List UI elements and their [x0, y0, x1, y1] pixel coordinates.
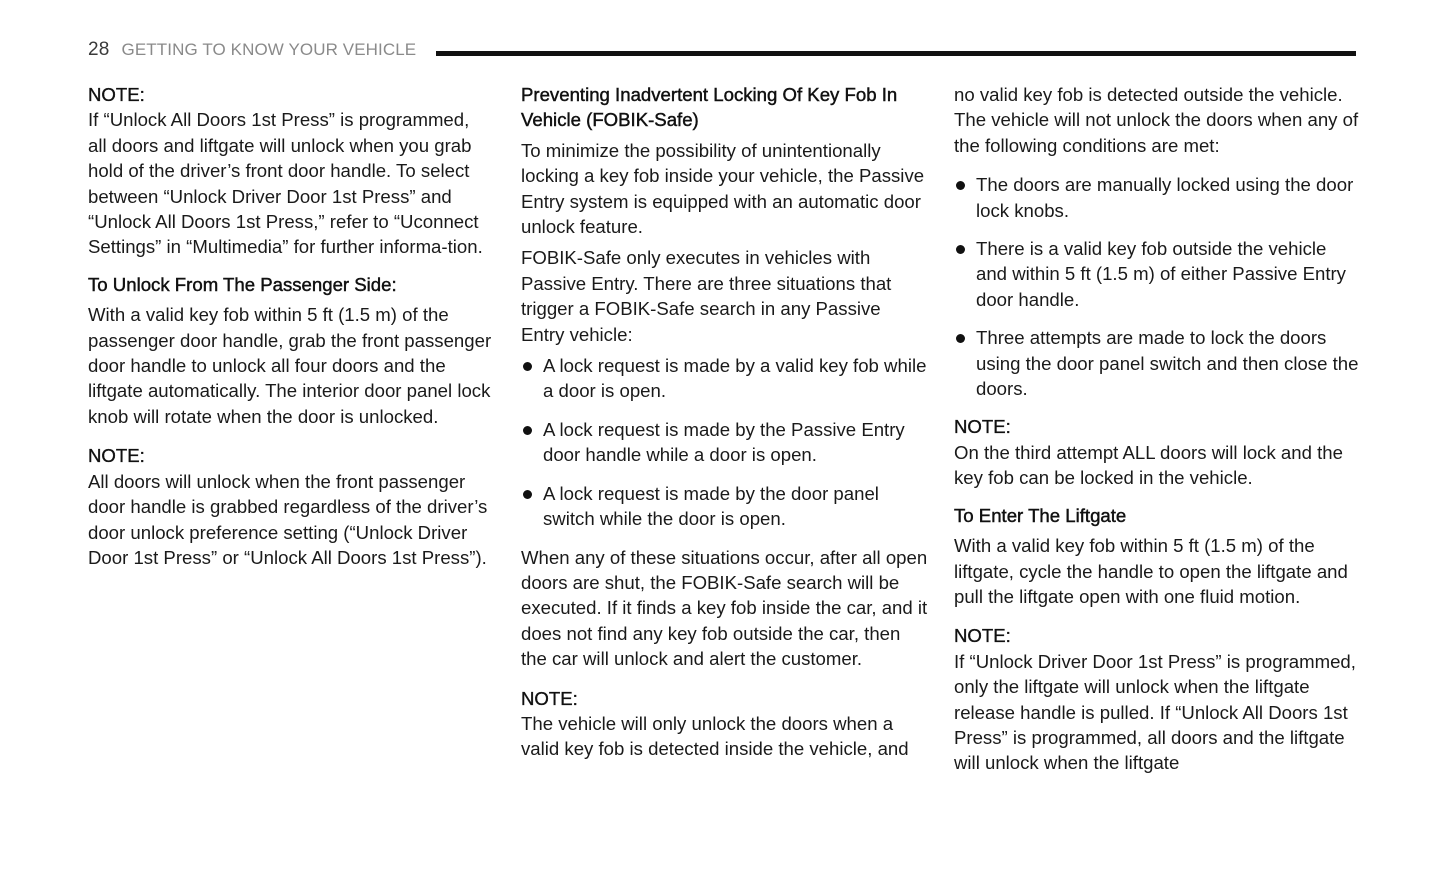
note-text: All doors will unlock when the front passenger door handle is grabbed regardless of the driver’s door unlock preference setting (“Unlock Driver Door 1st Press” or “Unlock All Doors 1st Press”).: [88, 470, 488, 568]
page-number: 28: [88, 39, 110, 60]
heading-enter-liftgate: To Enter The Liftgate: [954, 504, 1127, 526]
list-item: [954, 172, 1359, 223]
bullet-list: [954, 172, 1359, 401]
paragraph: When any of these situations occur, after all open doors are shut, the FOBIK-Safe search will be executed. If it finds a key fob inside the car, and it does not find any key fob outside the car, then the car will unlock and alert the customer.: [521, 546, 928, 670]
note-label: NOTE:: [954, 416, 1011, 438]
list-item-text: A lock request is made by the Passive Entry door handle while a door is open.: [543, 418, 905, 466]
note-label: NOTE:: [521, 687, 578, 709]
column-3: [954, 82, 1359, 786]
list-item-text: There is a valid key fob outside the vehicle and within 5 ft (1.5 m) of either Passive Entry door handle.: [976, 238, 1346, 310]
list-item-text: Three attempts are made to lock the doors using the door panel switch and then close the doors.: [976, 327, 1359, 400]
list-item: [521, 481, 929, 532]
bullet-icon: [956, 181, 965, 190]
list-item-text: A lock request is made by a valid key fob while a door is open.: [543, 355, 927, 402]
note-text: If “Unlock All Doors 1st Press” is programmed, all doors and liftgate will unlock when you grab hold of the driver’s front door handle. To select between “Unlock Driver Door 1st Press” and “Unlock All Doors 1st Press,” refer to “Uconnect Settings” in “Multimedia” for further informa-tion.: [88, 109, 483, 258]
bullet-icon: [523, 426, 532, 435]
paragraph: no valid key fob is detected outside the vehicle. The vehicle will not unlock the doors when any of the following conditions are met:: [954, 84, 1359, 156]
paragraph: With a valid key fob within 5 ft (1.5 m) of the liftgate, cycle the handle to open the liftgate and pull the liftgate open with one fluid motion.: [954, 535, 1348, 607]
bullet-icon: [523, 362, 532, 371]
note-text: The vehicle will only unlock the doors when a valid key fob is detected inside the vehicle, and: [521, 712, 909, 760]
list-item: [954, 236, 1359, 312]
paragraph: With a valid key fob within 5 ft (1.5 m) of the passenger door handle, grab the front passenger door handle to unlock all four doors and the liftgate automatically. The interior door panel lock knob will rotate when the door is unlocked.: [88, 304, 492, 427]
section-title: GETTING TO KNOW YOUR VEHICLE: [121, 40, 417, 59]
page-header: [88, 38, 1356, 62]
note-text: If “Unlock Driver Door 1st Press” is programmed, only the liftgate will unlock when the liftgate release handle is pulled. If “Unlock All Doors 1st Press” is programmed, all doors and the liftgate will unlock when the liftgate: [954, 650, 1356, 774]
note-label: NOTE:: [954, 625, 1011, 647]
bullet-icon: [956, 334, 965, 343]
list-item-text: A lock request is made by the door panel switch while the door is open.: [543, 482, 879, 530]
heading-unlock-passenger-side: To Unlock From The Passenger Side:: [88, 273, 397, 295]
note-label: NOTE:: [88, 84, 145, 105]
column-2: [521, 82, 929, 772]
note-text: On the third attempt ALL doors will lock and the key fob can be locked in the vehicle.: [954, 441, 1343, 489]
column-1: [88, 82, 493, 580]
paragraph: FOBIK-Safe only executes in vehicles with Passive Entry. There are three situations that trigger a FOBIK-Safe search in any Passive Entry vehicle:: [521, 247, 892, 345]
note-label: NOTE:: [88, 445, 145, 467]
heading-fobik-safe: Preventing Inadvertent Locking Of Key Fob In Vehicle (FOBIK-Safe): [521, 84, 898, 131]
list-item: [521, 353, 929, 404]
list-item: [521, 417, 929, 468]
bullet-list: [521, 353, 929, 531]
bullet-icon: [523, 490, 532, 499]
header-rule: [436, 51, 1356, 56]
bullet-icon: [956, 245, 965, 254]
paragraph: To minimize the possibility of unintentionally locking a key fob inside your vehicle, the Passive Entry system is equipped with an automatic door unlock feature.: [521, 139, 925, 238]
list-item-text: The doors are manually locked using the door lock knobs.: [976, 174, 1354, 221]
list-item: [954, 325, 1359, 401]
